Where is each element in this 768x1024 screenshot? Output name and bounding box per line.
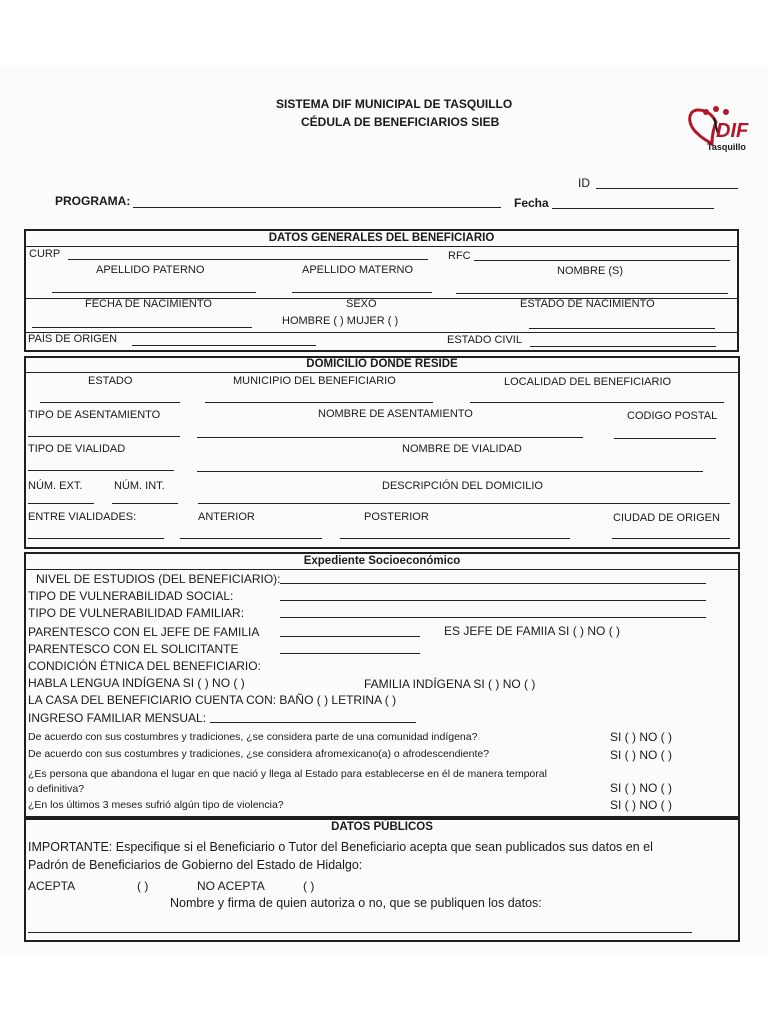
vuln-social-label: TIPO DE VULNERABILIDAD SOCIAL: bbox=[28, 589, 234, 603]
estado-civil-label: ESTADO CIVIL bbox=[447, 334, 522, 346]
nombre-field[interactable] bbox=[456, 293, 728, 294]
pais-origen-label: PAÍS DE ORIGEN bbox=[28, 333, 118, 345]
habla-lengua-options[interactable]: HABLA LENGUA INDÍGENA SI ( ) NO ( ) bbox=[28, 676, 245, 690]
parentesco-jefe-label: PARENTESCO CON EL JEFE DE FAMILIA bbox=[28, 625, 260, 639]
codigo-postal-field[interactable] bbox=[614, 438, 716, 439]
fecha-nacimiento-field[interactable] bbox=[32, 327, 252, 328]
estado-nacimiento-label: ESTADO DE NACIMIENTO bbox=[520, 298, 655, 310]
entre-vialidades-field[interactable] bbox=[28, 538, 164, 539]
fecha-field[interactable] bbox=[552, 208, 714, 209]
programa-field[interactable] bbox=[133, 207, 501, 208]
curp-label: CURP bbox=[29, 248, 61, 260]
ingreso-label: INGRESO FAMILIAR MENSUAL: bbox=[28, 711, 207, 725]
acepta-label: ACEPTA bbox=[28, 879, 76, 893]
no-acepta-label: NO ACEPTA bbox=[197, 879, 265, 893]
header-title-2: CÉDULA DE BENEFICIARIOS SIEB bbox=[301, 115, 500, 129]
id-label: ID bbox=[578, 176, 590, 190]
apellido-paterno-label: APELLIDO PATERNO bbox=[96, 264, 205, 276]
nombre-vialidad-field[interactable] bbox=[197, 471, 703, 472]
estado-field[interactable] bbox=[40, 402, 180, 403]
num-ext-field[interactable] bbox=[28, 503, 94, 504]
divider bbox=[24, 332, 739, 333]
programa-label: PROGRAMA: bbox=[55, 194, 131, 208]
casa-cuenta-options[interactable]: LA CASA DEL BENEFICIARIO CUENTA CON: BAÑO ( ) LETRINA ( ) bbox=[28, 693, 397, 707]
descripcion-label: DESCRIPCIÓN DEL DOMICILIO bbox=[382, 480, 543, 492]
nivel-estudios-label: NIVEL DE ESTUDIOS (DEL BENEFICIARIO): bbox=[36, 572, 281, 586]
question-indigena-options[interactable]: SI ( ) NO ( ) bbox=[610, 730, 672, 744]
es-jefe-options[interactable]: ES JEFE DE FAMIIA SI ( ) NO ( ) bbox=[444, 624, 621, 638]
estado-nacimiento-field[interactable] bbox=[529, 328, 715, 329]
num-int-field[interactable] bbox=[112, 503, 178, 504]
posterior-field[interactable] bbox=[340, 538, 570, 539]
apellido-materno-field[interactable] bbox=[292, 292, 432, 293]
fecha-nacimiento-label: FECHA DE NACIMIENTO bbox=[85, 298, 212, 310]
localidad-label: LOCALIDAD DEL BENEFICIARIO bbox=[504, 376, 672, 388]
divider bbox=[24, 372, 740, 373]
firma-field[interactable] bbox=[28, 932, 692, 933]
firma-label: Nombre y firma de quien autoriza o no, que se publiquen los datos: bbox=[170, 896, 542, 910]
domicilio-title: DOMICILIO DONDE RESIDE bbox=[306, 358, 458, 370]
parentesco-jefe-field[interactable] bbox=[280, 636, 420, 637]
pais-origen-field[interactable] bbox=[132, 345, 316, 346]
municipio-field[interactable] bbox=[205, 402, 433, 403]
tipo-vialidad-field[interactable] bbox=[28, 470, 174, 471]
entre-vialidades-label: ENTRE VIALIDADES: bbox=[28, 511, 137, 523]
nombre-asentamiento-field[interactable] bbox=[197, 437, 583, 438]
acepta-checkbox[interactable]: ( ) bbox=[137, 879, 149, 893]
logo-text: DIF bbox=[716, 120, 749, 142]
anterior-field[interactable] bbox=[180, 538, 322, 539]
divider bbox=[24, 246, 739, 247]
nivel-estudios-field[interactable] bbox=[280, 583, 706, 584]
id-field[interactable] bbox=[596, 188, 738, 189]
tipo-asentamiento-label: TIPO DE ASENTAMIENTO bbox=[28, 409, 161, 421]
no-acepta-checkbox[interactable]: ( ) bbox=[303, 879, 315, 893]
datos-generales-title: DATOS GENERALES DEL BENEFICIARIO bbox=[268, 232, 495, 244]
question-afromexicano: De acuerdo con sus costumbres y tradiciones, ¿se considera afromexicano(a) o afrodescendiente? bbox=[28, 748, 490, 760]
sexo-label: SEXO bbox=[346, 298, 377, 310]
vuln-familiar-label: TIPO DE VULNERABILIDAD FAMILIAR: bbox=[28, 606, 245, 620]
ciudad-origen-label: CIUDAD DE ORIGEN bbox=[613, 512, 720, 524]
apellido-materno-label: APELLIDO MATERNO bbox=[302, 264, 414, 276]
socioeconomico-title: Expediente Socioeconómico bbox=[303, 555, 461, 567]
ingreso-field[interactable] bbox=[210, 722, 416, 723]
ciudad-origen-field[interactable] bbox=[612, 538, 730, 539]
estado-label: ESTADO bbox=[88, 375, 133, 387]
parentesco-solicitante-field[interactable] bbox=[280, 653, 420, 654]
question-indigena: De acuerdo con sus costumbres y tradiciones, ¿se considera parte de una comunidad indígena? bbox=[28, 731, 478, 743]
codigo-postal-label: CODIGO POSTAL bbox=[627, 410, 718, 422]
tipo-asentamiento-field[interactable] bbox=[28, 436, 180, 437]
localidad-field[interactable] bbox=[470, 402, 724, 403]
descripcion-field[interactable] bbox=[198, 503, 730, 504]
nombre-vialidad-label: NOMBRE DE VIALIDAD bbox=[402, 443, 522, 455]
question-afromexicano-options[interactable]: SI ( ) NO ( ) bbox=[610, 748, 672, 762]
nombre-label: NOMBRE (S) bbox=[557, 265, 623, 277]
datos-generales-section bbox=[24, 229, 739, 352]
vuln-social-field[interactable] bbox=[280, 600, 706, 601]
question-violencia: ¿En los últimos 3 meses sufrió algún tipo de violencia? bbox=[28, 799, 284, 811]
familia-indigena-options[interactable]: FAMILIA INDÍGENA SI ( ) NO ( ) bbox=[364, 677, 536, 691]
tipo-vialidad-label: TIPO DE VIALIDAD bbox=[28, 443, 126, 455]
municipio-label: MUNICIPIO DEL BENEFICIARIO bbox=[233, 375, 396, 387]
vuln-familiar-field[interactable] bbox=[280, 617, 706, 618]
posterior-label: POSTERIOR bbox=[364, 511, 429, 523]
logo-subtitle: Tasquillo bbox=[707, 142, 746, 152]
estado-civil-field[interactable] bbox=[530, 346, 716, 347]
datos-publicos-title: DATOS PÚBLICOS bbox=[331, 821, 433, 833]
num-int-label: NÚM. INT. bbox=[114, 480, 165, 492]
curp-field[interactable] bbox=[68, 259, 428, 260]
sexo-options[interactable]: HOMBRE ( ) MUJER ( ) bbox=[282, 315, 399, 327]
fecha-label: Fecha bbox=[514, 196, 549, 210]
importante-text-1: IMPORTANTE: Especifique si el Beneficiario o Tutor del Beneficiario acepta que sean publicados sus datos en el bbox=[28, 840, 653, 854]
datos-publicos-section bbox=[24, 818, 740, 942]
nombre-asentamiento-label: NOMBRE DE ASENTAMIENTO bbox=[318, 408, 473, 420]
question-migrante-cont: o definitiva? bbox=[28, 783, 85, 795]
rfc-field[interactable] bbox=[474, 260, 730, 261]
num-ext-label: NÚM. EXT. bbox=[28, 480, 83, 492]
importante-text-2: Padrón de Beneficiarios de Gobierno del Estado de Hidalgo: bbox=[28, 858, 363, 872]
parentesco-solicitante-label: PARENTESCO CON EL SOLICITANTE bbox=[28, 642, 239, 656]
anterior-label: ANTERIOR bbox=[198, 511, 255, 523]
rfc-label: RFC bbox=[448, 250, 471, 262]
apellido-paterno-field[interactable] bbox=[52, 292, 256, 293]
question-migrante: ¿Es persona que abandona el lugar en que nació y llega al Estado para establecerse en él de manera temporal bbox=[28, 768, 547, 780]
question-migrante-options[interactable]: SI ( ) NO ( ) bbox=[610, 781, 672, 795]
question-violencia-options[interactable]: SI ( ) NO ( ) bbox=[610, 798, 672, 812]
condicion-etnica-label: CONDICIÓN ÉTNICA DEL BENEFICIARIO: bbox=[28, 659, 261, 673]
header-title-1: SISTEMA DIF MUNICIPAL DE TASQUILLO bbox=[276, 97, 513, 111]
divider bbox=[24, 569, 740, 570]
